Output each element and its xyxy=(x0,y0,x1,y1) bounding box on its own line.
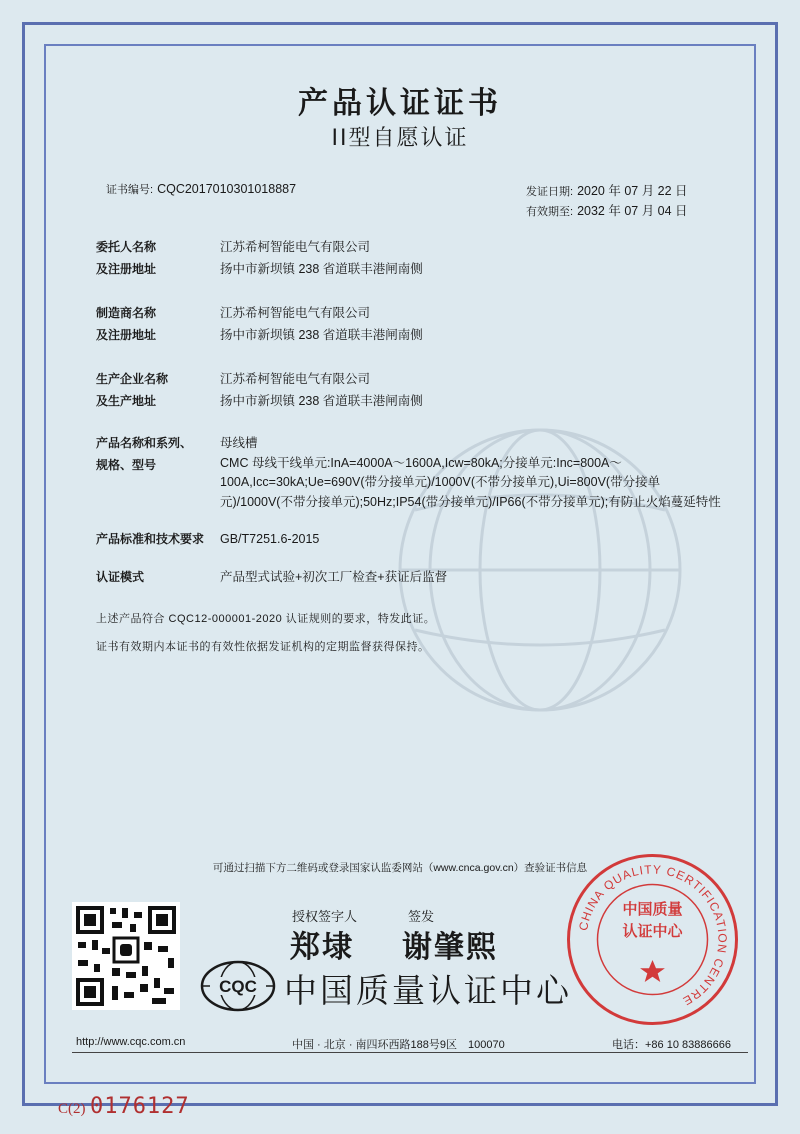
standard-value: GB/T7251.6-2015 xyxy=(220,532,320,546)
organization-name: 中国质量认证中心 xyxy=(284,971,572,1010)
authorized-signatory-label: 授权签字人 xyxy=(292,909,358,924)
note-line: 证书有效期内本证书的有效性依据发证机构的定期监督获得保持。 xyxy=(96,641,430,653)
factory-address: 扬中市新坝镇 238 省道联丰港闸南侧 xyxy=(220,394,423,408)
factory-name: 江苏希柯智能电气有限公司 xyxy=(220,372,371,386)
footer-address: 中国 · 北京 · 南四环西路188号9区 100070 xyxy=(292,1039,505,1051)
mode-label: 认证模式 xyxy=(96,570,145,584)
issue-date-value: 2020 年 07 月 22 日 xyxy=(577,184,688,198)
certificate-title: 产品认证证书 xyxy=(298,86,502,121)
serial-prefix: C(2) xyxy=(58,1101,86,1117)
authorized-signature: 郑埭 xyxy=(290,930,354,965)
applicant-label-1: 委托人名称 xyxy=(96,240,157,254)
product-label-2: 规格、型号 xyxy=(96,458,157,472)
manufacturer-address: 扬中市新坝镇 238 省道联丰港闸南侧 xyxy=(220,328,423,342)
mode-value: 产品型式试验+初次工厂检查+获证后监督 xyxy=(220,570,448,584)
factory-label-1: 生产企业名称 xyxy=(96,372,169,386)
svg-text:中国质量: 中国质量 xyxy=(622,900,683,918)
expiry-date-label: 有效期至: xyxy=(526,206,574,218)
expiry-date xyxy=(526,201,688,219)
footer-website[interactable]: http://www.cqc.com.cn xyxy=(76,1036,186,1048)
standard-label: 产品标准和技术要求 xyxy=(96,532,205,546)
certificate-number-value: CQC2017010301018887 xyxy=(157,182,297,196)
issue-date-label: 发证日期: xyxy=(526,186,574,198)
serial-value: 0176127 xyxy=(89,1094,190,1119)
official-seal-icon xyxy=(565,852,740,1027)
serial-number xyxy=(58,1094,190,1119)
verify-instructions: 可通过扫描下方二维码或登录国家认监委网站（www.cnca.gov.cn）查验证书信息 xyxy=(212,862,588,874)
note-line: 上述产品符合 CQC12-000001-2020 认证规则的要求，特发此证。 xyxy=(96,613,436,625)
cqc-logo-icon xyxy=(200,960,276,1012)
footer-phone: 电话：+86 10 83886666 xyxy=(612,1039,731,1051)
footer-divider xyxy=(72,1052,748,1053)
applicant-label-2: 及注册地址 xyxy=(96,262,157,276)
applicant-name: 江苏希柯智能电气有限公司 xyxy=(220,240,371,254)
manufacturer-label-2: 及注册地址 xyxy=(96,328,157,342)
manufacturer-name: 江苏希柯智能电气有限公司 xyxy=(220,306,371,320)
product-label-1: 产品名称和系列、 xyxy=(96,436,193,450)
issuer-signature: 谢肇熙 xyxy=(402,930,498,965)
product-spec-line: 元)/1000V(不带分接单元);50Hz;IP54(带分接单元)/IP66(不带分接单元);有防止火焰蔓延特性 xyxy=(220,494,721,509)
svg-text:CHINA QUALITY CERTIFICATION CE: CHINA QUALITY CERTIFICATION CENTRE xyxy=(576,862,730,1009)
certificate-number xyxy=(106,181,296,197)
issuer-label: 签发 xyxy=(408,909,435,924)
issue-date xyxy=(526,181,688,199)
applicant-address: 扬中市新坝镇 238 省道联丰港闸南侧 xyxy=(220,262,423,276)
product-name: 母线槽 xyxy=(220,436,258,450)
product-spec-line: 100A,Icc=30kA;Ue=690V(带分接单元)/1000V(不带分接单元),Ui=800V(带分接单 xyxy=(220,475,661,489)
certificate-subtitle: II型自愿认证 xyxy=(331,126,469,151)
product-spec-line: CMC 母线干线单元:InA=4000A～1600A,Icw=80kA;分接单元:Inc=800A～ xyxy=(220,455,622,470)
expiry-date-value: 2032 年 07 月 04 日 xyxy=(577,204,688,218)
svg-text:认证中心: 认证中心 xyxy=(622,922,683,940)
certificate-number-label: 证书编号: xyxy=(106,184,154,196)
manufacturer-label-1: 制造商名称 xyxy=(96,306,157,320)
product-details xyxy=(220,434,740,512)
qr-code-icon[interactable] xyxy=(72,902,180,1010)
factory-label-2: 及生产地址 xyxy=(96,394,157,408)
cqc-logo-text: CQC xyxy=(219,977,257,996)
